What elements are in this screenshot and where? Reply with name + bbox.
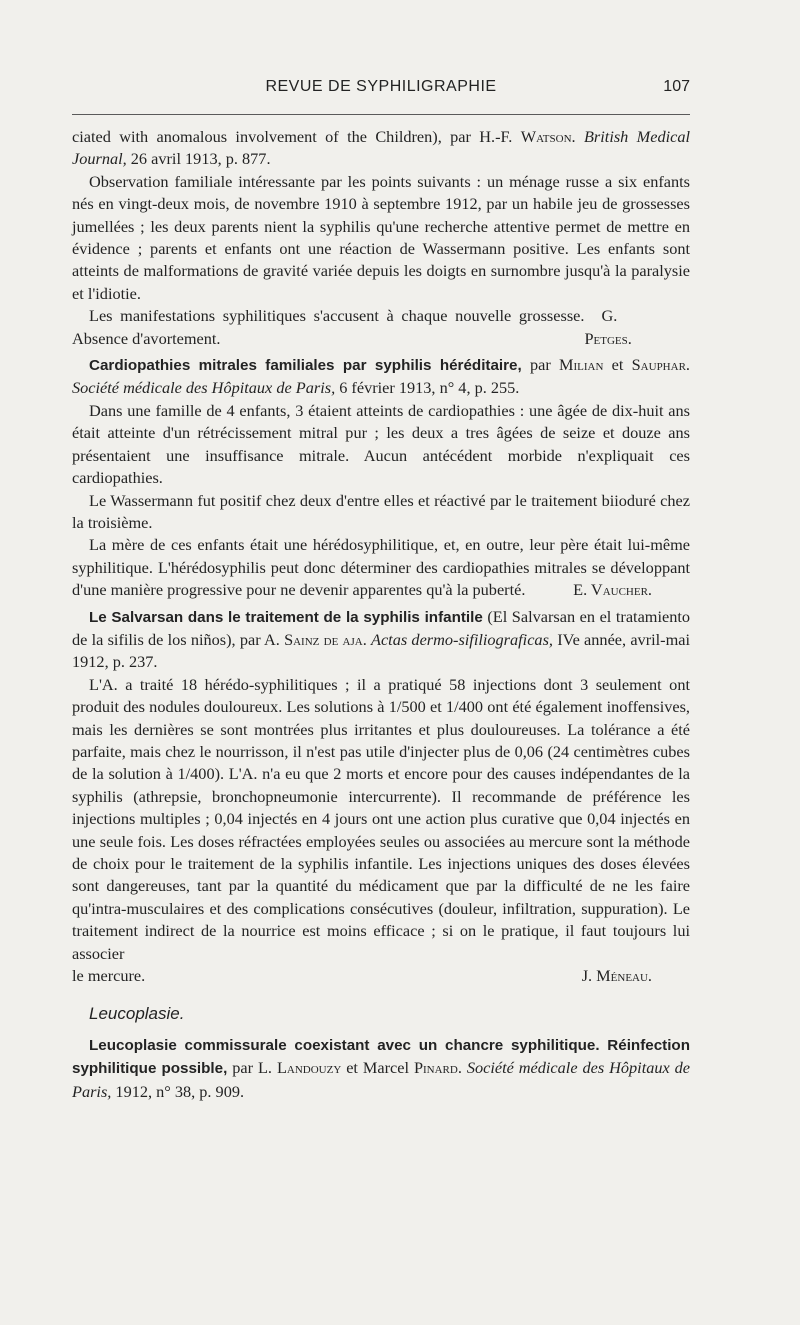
running-title: REVUE DE SYPHILIGRAPHIE <box>265 78 497 95</box>
article-2-title: Cardiopathies mitrales familiales par syphilis héréditaire, par Milian et Sauphar. Société médicale des Hôpitaux de Paris, 6 février 1913, n° 4, p. 255. <box>72 355 690 398</box>
section-heading: Leucoplasie. <box>89 1004 185 1024</box>
reviewer-signature: G. Petges. <box>584 306 632 348</box>
closing-text: Les manifestations syphilitiques s'accusent à chaque nouvelle grossesse. Absence d'avortement. <box>72 306 585 348</box>
article-3-paragraph: L'A. a traité 18 hérédo-syphilitiques ; il a pratiqué 58 injections dont 3 seulement ont produit des nodules douloureux. Les solutions à 1/500 et 1/400 ont été également inoffensives, mais les dernières se sont montrées plus irritantes et plus douloureuses. La tolérance a été parfaite, mais chez le nourrisson, il n'est pas utile d'injecter plus de 0,06 (24 centimètres cubes de la solution à 1/400). L'A. n'a eu que 2 morts et encore pour des causes indépendantes de la syphilis (athrepsie, bronchopneumonie intercurrente). Il recommande de préférence les injections multiples ; 0,04 injectés en 4 jours ont une action plus curative que 0,04 injectés en une seule fois. Les doses réfractées employées seules ou associées au mercure sont la méthode de choix pour le traitement de la syphilis infantile. Les injections uniques des doses élevées sont dangereuses, tant par la quantité du médicament que par la difficulté de ne les faire qu'intra-musculaires et des complications consécutives (douleur, infiltration, suppuration). Le traitement indirect de la nourrice est moins efficace ; si on le pratique, il faut toujours lui associer <box>72 674 690 963</box>
author-name: Landouzy <box>276 1058 342 1078</box>
page-body <box>72 126 690 1103</box>
article-2-paragraph: Dans une famille de 4 enfants, 3 étaient atteints de cardiopathies : une âgée de dix-huit ans était atteinte d'un rétrécissement mitral pur ; les deux a tres âgées de seize et douze ans présentaient une insuffisance mitrale. Aucun antécédent morbide n'expliquait ces cardiopathies. <box>72 400 690 488</box>
article-title: Cardiopathies mitrales familiales par syphilis héréditaire, <box>89 357 522 375</box>
article-3-closing <box>72 965 690 987</box>
journal-name: Société médicale des Hôpitaux de Paris, <box>72 378 336 398</box>
journal-name: Société médicale des Hôpitaux de Paris, <box>72 1058 691 1101</box>
article-3-title: Le Salvarsan dans le traitement de la syphilis infantile (El Salvarsan en el tratamiento de la sifilis de los niños), par A. Sainz de aja. Actas dermo-sifiliograficas, IVe année, avril-mai 1912, p. 237. <box>72 606 691 672</box>
article-2-paragraph: Le Wassermann fut positif chez deux d'entre elles et réactivé par le traitement biioduré chez la troisième. <box>72 490 690 532</box>
author-name: Sainz de aja <box>284 629 363 649</box>
header-rule <box>72 114 690 115</box>
article-1-reference: ciated with anomalous involvement of the Children), par H.-F. Watson. British Medical Journal, 26 avril 1913, p. 877. <box>72 127 691 169</box>
page-number: 107 <box>663 78 690 95</box>
article-2-closing: La mère de ces enfants était une hérédosyphilitique, et, en outre, leur père était lui-même syphilitique. L'hérédosyphilis peut donc déterminer des cardiopathies mitrales se développant d'une manière progressive pour ne devenir apparentes qu'à la puberté. E. Vaucher. <box>72 534 690 601</box>
journal-name: British Medical Journal, <box>72 127 691 169</box>
author-name: Pinard <box>413 1058 458 1078</box>
author-name: Watson <box>520 127 572 146</box>
journal-name: Actas dermo-sifiliograficas, <box>371 629 553 649</box>
article-1-closing <box>72 305 690 350</box>
article-title: Leucoplasie commissurale coexistant avec un chancre syphilitique. Réinfection syphilitique possible, <box>72 1036 690 1078</box>
author-name: Milian <box>558 355 604 375</box>
page-header <box>72 78 690 100</box>
article-4-title: Leucoplasie commissurale coexistant avec un chancre syphilitique. Réinfection syphilitique possible, par L. Landouzy et Marcel Pinard. Société médicale des Hôpitaux de Paris, 1912, n° 38, p. 909. <box>72 1036 691 1101</box>
closing-text: le mercure. <box>72 966 146 986</box>
article-1-paragraph: Observation familiale intéressante par les points suivants : un ménage russe a six enfants nés en vingt-deux mois, de novembre 1910 à septembre 1912, par un habile jeu de grossesses jumellées ; les deux parents nient la syphilis qu'une recherche attentive permet de mettre en évidence ; parents et enfants ont une réaction de Wassermann positive. Les enfants sont atteints de malformations de gravité variée depuis les doigts en surnombre jusqu'à la paralysie et l'idiotie. <box>72 171 690 303</box>
reviewer-signature: J. Méneau. <box>581 966 652 986</box>
author-name: Sauphar <box>631 355 686 375</box>
reviewer-signature: E. Vaucher. <box>573 580 652 600</box>
article-title: Le Salvarsan dans le traitement de la syphilis infantile <box>89 608 483 626</box>
